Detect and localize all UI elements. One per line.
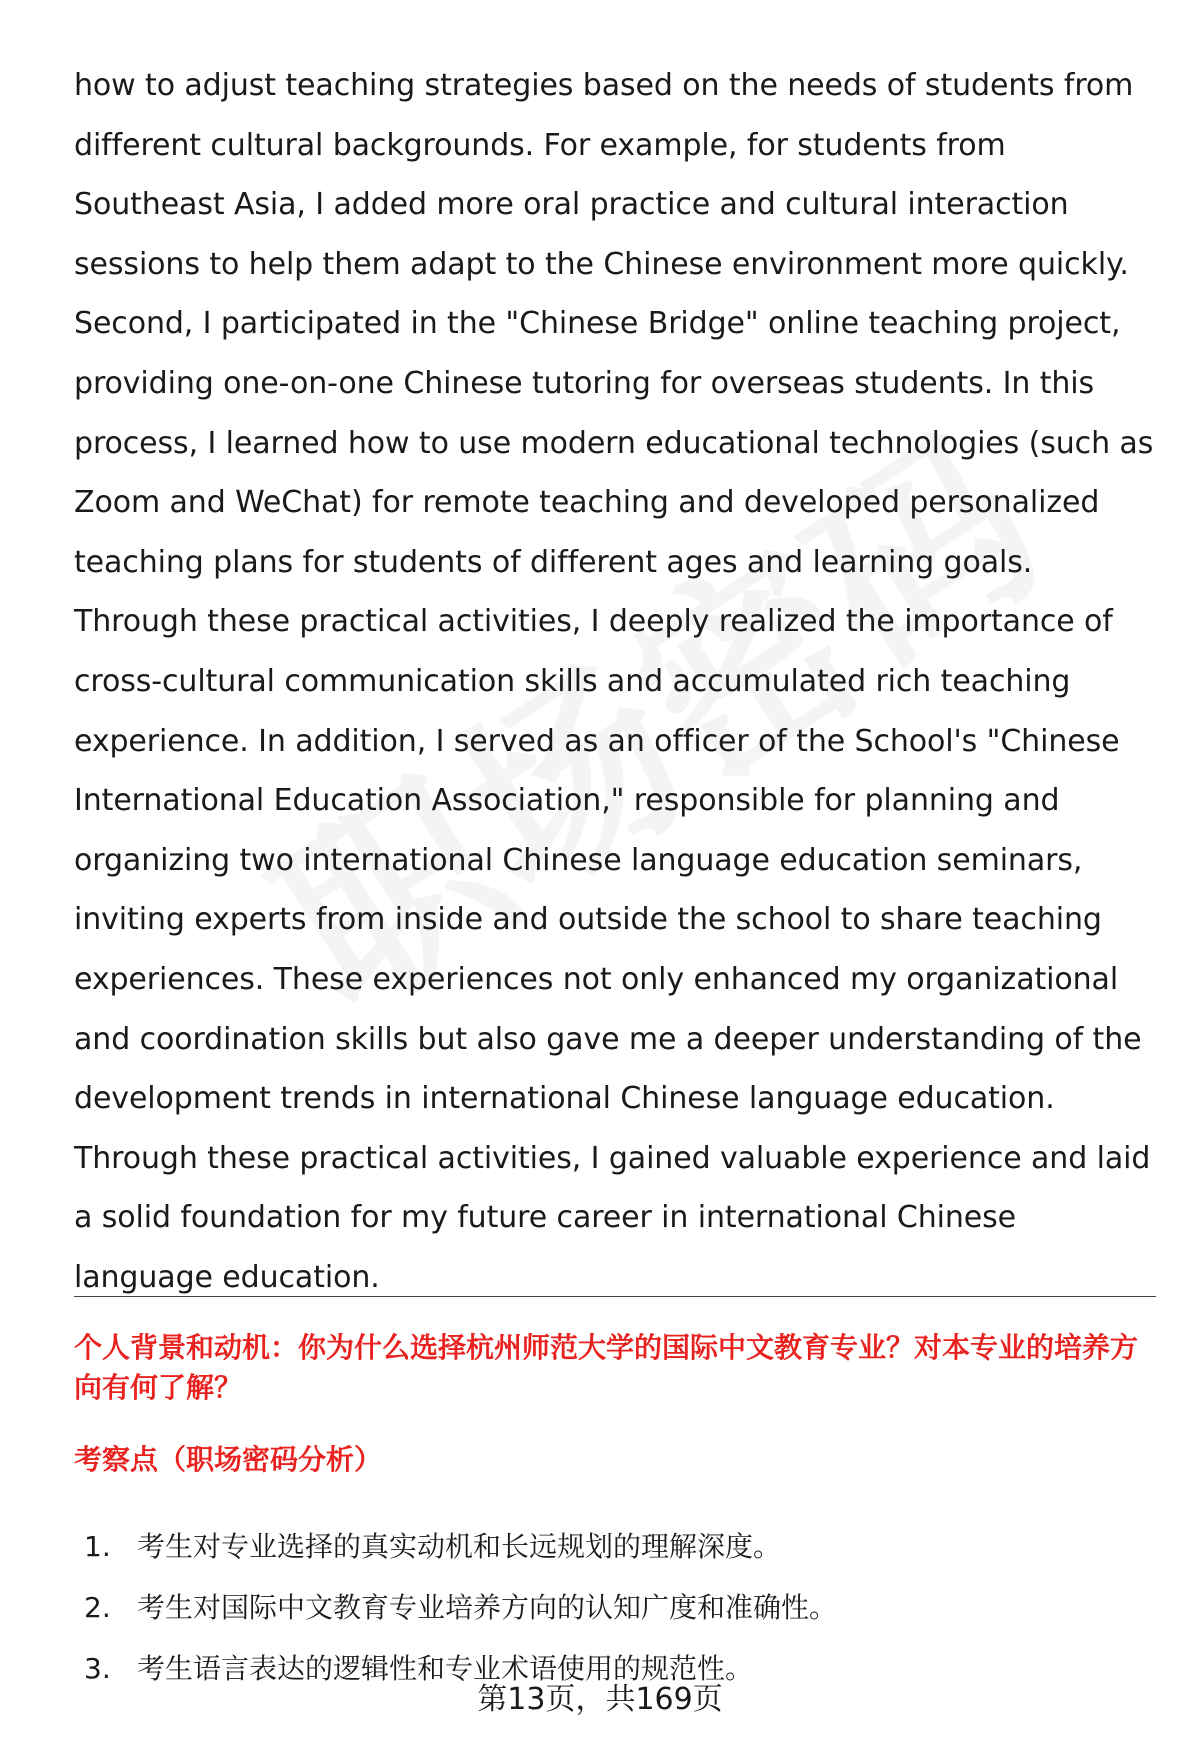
list-item-number: 2. xyxy=(84,1591,111,1624)
body-paragraph: how to adjust teaching strategies based on the needs of students from different cultural backgrounds. For example, for students from Southeast Asia, I added more oral practice and cultural interaction sessions to help them adapt to the Chinese environment more quickly. Second, I participated in the "Chinese Bridge" online teaching project, providing one-on-one Chinese tutoring for overseas students. In this process, I learned how to use modern educational technologies (such as Zoom and WeChat) for remote teaching and developed personalized teaching plans for students of different ages and learning goals. Through these practical activities, I deeply realized the importance of cross-cultural communication skills and accumulated rich teaching experience. In addition, I served as an officer of the School's "Chinese International Education Association," responsible for planning and organizing two international Chinese language education seminars, inviting experts from inside and outside the school to share teaching experiences. These experiences not only enhanced my organizational and coordination skills but also gave me a deeper understanding of the development trends in international Chinese language education. Through these practical activities, I gained valuable experience and laid a solid foundation for my future career in international Chinese language education. xyxy=(74,68,1154,1295)
list-item-text: 考生对专业选择的真实动机和长远规划的理解深度。 xyxy=(137,1530,782,1563)
list-item-number: 3. xyxy=(84,1652,111,1685)
list-item-text: 考生语言表达的逻辑性和专业术语使用的规范性。 xyxy=(137,1652,754,1685)
question-heading: 个人背景和动机：你为什么选择杭州师范大学的国际中文教育专业？对本专业的培养方向有何了解？ xyxy=(74,1331,1139,1404)
list-item xyxy=(74,1577,1156,1638)
section-divider xyxy=(74,1296,1156,1297)
list-item xyxy=(74,1516,1156,1577)
page-number-footer: 第13页，共169页 xyxy=(477,1682,723,1717)
list-item-number: 1. xyxy=(84,1530,111,1563)
assessment-list xyxy=(74,1516,1156,1699)
list-item-text: 考生对国际中文教育专业培养方向的认知广度和准确性。 xyxy=(137,1591,838,1624)
assessment-heading: 考察点（职场密码分析） xyxy=(74,1443,383,1476)
